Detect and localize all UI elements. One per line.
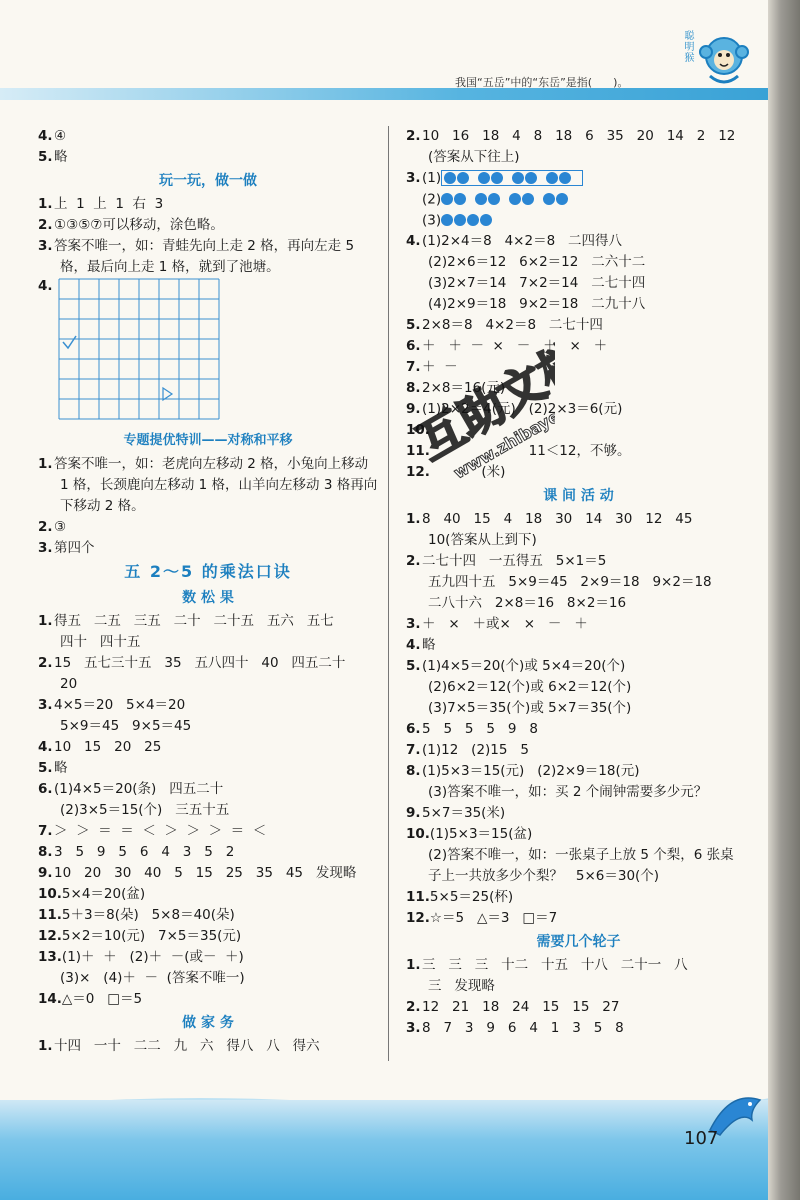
answer-line [38, 737, 378, 758]
answer-line [38, 695, 378, 716]
question-number: 2. [38, 655, 53, 671]
answer-continuation [406, 593, 751, 614]
answer-continuation [38, 800, 378, 821]
answer-text: 略 [54, 760, 68, 776]
question-number: 6. [38, 781, 53, 797]
answer-continuation [406, 294, 751, 315]
answer-text: (1)2×2＝4(元) (2)2×3＝6(元) [422, 401, 623, 417]
answer-text: 1 格，长颈鹿向左移动 1 格，山羊向左移动 3 格再向 [60, 477, 378, 493]
question-number: 11. [406, 443, 430, 459]
section-heading: 五 2～5 的乘法口诀 [124, 562, 292, 581]
movement-grid [58, 278, 220, 423]
question-number: 10. [38, 886, 62, 902]
answer-line [38, 842, 378, 863]
answer-line [406, 719, 751, 740]
answer-line [38, 215, 378, 236]
dot-answer-line [406, 210, 751, 231]
answer-line [38, 947, 378, 968]
answer-line [38, 926, 378, 947]
dot-icon [480, 214, 492, 226]
question-number: 8. [406, 380, 421, 396]
answer-text: (3)× (4)＋ － (答案不唯一) [60, 970, 245, 986]
dot-icon [488, 193, 500, 205]
answer-line [406, 824, 751, 845]
watermark-url: www.zhibaye.com [450, 385, 555, 483]
answer-line [406, 803, 751, 824]
question-number: 14. [38, 991, 62, 1007]
answer-text: 8 7 3 9 6 4 1 3 5 8 [422, 1020, 624, 1036]
question-number: 6. [406, 338, 421, 354]
answer-text: (3)2×7＝14 7×2＝14 二七十四 [428, 275, 646, 291]
dot-answer-line [406, 189, 751, 210]
question-number: 3. [406, 170, 421, 186]
answer-line [38, 863, 378, 884]
monkey-mascot-icon [680, 22, 750, 92]
dot-icon [512, 172, 524, 184]
question-number: 2. [406, 553, 421, 569]
answer-text: 10(答案从上到下) [428, 532, 537, 548]
answer-line [406, 997, 751, 1018]
answer-text: (2)2×6＝12 6×2＝12 二六十二 [428, 254, 646, 270]
dot-icon [525, 172, 537, 184]
site-logo [668, 1154, 798, 1200]
question-number: 8. [406, 763, 421, 779]
answer-line [38, 194, 378, 215]
page-number: 107 [684, 1128, 719, 1149]
answer-text: △＝0 □＝5 [61, 991, 143, 1007]
answer-line [38, 758, 378, 779]
section-heading: 需要几个轮子 [536, 934, 621, 950]
answer-continuation [406, 147, 751, 168]
answer-continuation [38, 257, 378, 278]
answer-text: 子上一共放多少个梨？ 5×6＝30(个) [428, 868, 660, 884]
sub-label: (2) [422, 191, 442, 208]
footer-band [0, 1100, 770, 1200]
answer-text: 5×2＝10(元) 7×5＝35(元) [61, 928, 242, 944]
checkmark-icon [63, 336, 76, 348]
question-number: 4. [406, 233, 421, 249]
answer-text: 20 [60, 676, 78, 692]
answer-text: 4×5＝20 5×4＝20 [54, 697, 186, 713]
sub-label: (3) [422, 212, 442, 229]
answer-text: (1)5×3＝15(盆) [429, 826, 533, 842]
section-heading: 课 间 活 动 [543, 488, 614, 504]
grid-figure [38, 278, 378, 428]
answer-continuation [38, 716, 378, 737]
answer-text: ③ [54, 519, 67, 535]
section-heading: 玩一玩，做一做 [159, 173, 257, 189]
question-number: 3. [38, 540, 53, 556]
answer-text: 11＜12，不够。 [429, 443, 631, 459]
left-column [38, 126, 378, 1057]
answer-text: 下移动 2 格。 [60, 498, 145, 514]
dot-icon [543, 193, 555, 205]
dot-groups [441, 210, 501, 231]
question-number: 3. [406, 616, 421, 632]
answer-text: (答案从下往上) [428, 149, 520, 165]
answer-text: 2×8＝16(元) [422, 380, 506, 396]
answer-text: 答案不唯一，如：青蛙先向上走 2 格，再向左走 5 [54, 238, 355, 254]
question-number: 12. [38, 928, 62, 944]
answer-continuation [406, 572, 751, 593]
question-number: 5. [406, 658, 421, 674]
answer-continuation [38, 968, 378, 989]
dot-groups [441, 170, 583, 186]
question-number: 7. [406, 359, 421, 375]
watermark-text: 互助文档 [408, 335, 555, 471]
answer-line [406, 955, 751, 976]
question-number: 12. [406, 464, 430, 480]
dot-icon [454, 214, 466, 226]
answer-text: (米) [429, 464, 506, 480]
answer-continuation [406, 845, 751, 866]
answer-line [406, 635, 751, 656]
question-number: 1. [406, 957, 421, 973]
question-number: 1. [38, 456, 53, 472]
flag-icon [163, 388, 172, 400]
question-number: 5. [406, 317, 421, 333]
answer-text: 5＋3＝8(朵) 5×8＝40(朵) [61, 907, 235, 923]
dot-icon [559, 172, 571, 184]
dot-icon [522, 193, 534, 205]
answer-line [38, 236, 378, 257]
answer-text: (2)答案不唯一，如：一张桌子上放 5 个梨，6 张桌 [428, 847, 734, 863]
answer-continuation [38, 674, 378, 695]
answer-line [406, 656, 751, 677]
answer-text: (1)4×5＝20(个)或 5×4＝20(个) [422, 658, 626, 674]
question-number: 1. [38, 613, 53, 629]
answer-text: 上 1 上 1 右 3 [54, 196, 164, 212]
question-number: 11. [406, 889, 430, 905]
answer-continuation [406, 782, 751, 803]
dot-icon [491, 172, 503, 184]
answer-line [406, 740, 751, 761]
section-heading: 专题提优特训——对称和平移 [123, 433, 293, 448]
answer-text: ＋ × ＋或× × － ＋ [422, 616, 588, 632]
answer-line [38, 454, 378, 475]
answer-text: (1)2×4＝8 4×2＝8 二四得八 [422, 233, 623, 249]
dot-icon [454, 193, 466, 205]
answer-line [38, 821, 378, 842]
question-number: 1. [38, 1038, 53, 1054]
answer-text: 5×9＝45 9×5＝45 [60, 718, 192, 734]
dot-groups [441, 189, 577, 210]
answer-line [38, 779, 378, 800]
answer-text: 四十 四十五 [60, 634, 141, 650]
dot-icon [441, 193, 453, 205]
answer-text: (1)5×3＝15(元) (2)2×9＝18(元) [422, 763, 640, 779]
answer-text: ☆＝5 △＝3 □＝7 [429, 910, 558, 926]
question-number: 13. [38, 949, 62, 965]
section-heading: 数 松 果 [182, 590, 234, 606]
answer-text: (2)3×5＝15(个) 三五十五 [60, 802, 230, 818]
answer-line [38, 1036, 378, 1057]
answer-line [406, 614, 751, 635]
answer-line [406, 509, 751, 530]
answer-line [406, 126, 751, 147]
question-number: 3. [38, 697, 53, 713]
answer-line [406, 551, 751, 572]
answer-line [38, 989, 378, 1010]
question-number: 10. [406, 422, 430, 438]
answer-line [38, 905, 378, 926]
answer-text: ＋ － [422, 359, 458, 375]
question-number: 2. [406, 999, 421, 1015]
question-number: 12. [406, 910, 430, 926]
answer-continuation [38, 496, 378, 517]
question-number: 6. [406, 721, 421, 737]
answer-text: 三 三 三 十二 十五 十八 二十一 八 [422, 957, 688, 973]
answer-continuation [406, 677, 751, 698]
answer-text: 12 21 18 24 15 15 27 [422, 999, 620, 1015]
question-number: 2. [406, 128, 421, 144]
dot-answer-line [406, 168, 751, 189]
answer-line [406, 315, 751, 336]
answer-line [38, 517, 378, 538]
answer-continuation [406, 866, 751, 887]
question-number: 9. [406, 805, 421, 821]
answer-text: (1)4×5＝20(条) 四五二十 [54, 781, 224, 797]
dot-icon [457, 172, 469, 184]
dot-icon [478, 172, 490, 184]
dot-icon [556, 193, 568, 205]
answer-line [38, 147, 378, 168]
answer-continuation [38, 632, 378, 653]
answer-line [38, 538, 378, 559]
header-question: 我国“五岳”中的“东岳”是指( )。 [455, 76, 629, 89]
dot-icon [546, 172, 558, 184]
answer-continuation [406, 530, 751, 551]
answer-text: 略 [54, 149, 68, 165]
question-number: 9. [38, 865, 53, 881]
answer-text: 二八十六 2×8＝16 8×2＝16 [428, 595, 627, 611]
column-divider [388, 126, 389, 1061]
question-number: 9. [406, 401, 421, 417]
sub-label: (1) [422, 170, 442, 186]
answer-text: (3)7×5＝35(个)或 5×7＝35(个) [428, 700, 632, 716]
answer-text: 格，最后向上走 1 格，就到了池塘。 [60, 259, 280, 275]
answer-text: 5×5＝25(杯) [429, 889, 514, 905]
answer-text: ①③⑤⑦可以移动，涂色略。 [54, 217, 224, 233]
answer-text: 五九四十五 5×9＝45 2×9＝18 9×2＝18 [428, 574, 712, 590]
answer-text: 5×7＝35(米) [422, 805, 506, 821]
question-number: 5. [38, 149, 53, 165]
answer-text: 10 16 18 4 8 18 6 35 20 14 2 12 [422, 128, 736, 144]
answer-text: 5 5 5 5 9 8 [422, 721, 538, 737]
question-number: 7. [38, 823, 53, 839]
answer-text: 略 [422, 637, 436, 653]
answer-text: 8 40 15 4 18 30 14 30 12 45 [422, 511, 693, 527]
section-heading: 做 家 务 [182, 1015, 234, 1031]
answer-line [406, 887, 751, 908]
answer-text: ④ [54, 128, 67, 144]
question-number: 1. [38, 196, 53, 212]
answer-continuation [406, 252, 751, 273]
answer-continuation [406, 273, 751, 294]
answer-text: 十四 一十 二二 九 六 得八 八 得六 [54, 1038, 320, 1054]
question-number: 1. [406, 511, 421, 527]
question-number: 2. [38, 217, 53, 233]
answer-continuation [406, 976, 751, 997]
answer-line [406, 908, 751, 929]
question-number: 8. [38, 844, 53, 860]
answer-text: ＞ ＞ ＝ ＝ ＜ ＞ ＞ ＞ ＝ ＜ [54, 823, 267, 839]
question-number: 7. [406, 742, 421, 758]
dot-icon [444, 172, 456, 184]
answer-text: 三 发现略 [428, 978, 495, 994]
answer-text: (2)6×2＝12(个)或 6×2＝12(个) [428, 679, 632, 695]
dot-icon [475, 193, 487, 205]
answer-line [38, 611, 378, 632]
answer-text: 答案不唯一，如：老虎向左移动 2 格，小兔向上移动 [54, 456, 369, 472]
answer-text: 2×8＝8 4×2＝8 二七十四 [422, 317, 603, 333]
answer-line [38, 126, 378, 147]
answer-text: (1)12 (2)15 5 [422, 742, 529, 758]
dot-icon [467, 214, 479, 226]
question-number: 3. [406, 1020, 421, 1036]
header-band [0, 88, 770, 100]
answer-text: 5×4＝20(盆) [61, 886, 146, 902]
answer-text: (1)＋ ＋ (2)＋ －(或－ ＋) [61, 949, 244, 965]
answer-continuation [406, 698, 751, 719]
answer-line [38, 884, 378, 905]
question-number: 4. [38, 278, 53, 294]
right-column [406, 126, 751, 1039]
answer-text: ＋ ＋ － × － ＋ × ＋ [422, 338, 608, 354]
answer-line [38, 653, 378, 674]
scan-edge [768, 0, 800, 1200]
answer-text: 得五 二五 三五 二十 二十五 五六 五七 [54, 613, 334, 629]
answer-text: 二七十四 一五得五 5×1＝5 [422, 553, 607, 569]
question-number: 4. [406, 637, 421, 653]
answer-text: 3 5 9 5 6 4 3 5 2 [54, 844, 235, 860]
answer-text: (3)答案不唯一，如：买 2 个闹钟需要多少元？ [428, 784, 708, 800]
question-number: 11. [38, 907, 62, 923]
answer-line [406, 1018, 751, 1039]
dot-icon [509, 193, 521, 205]
answer-text: (4)2×9＝18 9×2＝18 二九十八 [428, 296, 646, 312]
answer-text: 15 五七三十五 35 五八四十 40 四五二十 [54, 655, 346, 671]
answer-continuation [38, 475, 378, 496]
question-number: 10. [406, 826, 430, 842]
answer-text: 10 20 30 40 5 15 25 35 45 发现略 [54, 865, 357, 881]
answer-text: 10 15 20 25 [54, 739, 162, 755]
question-number: 2. [38, 519, 53, 535]
question-number: 4. [38, 128, 53, 144]
answer-line [406, 231, 751, 252]
question-number: 4. [38, 739, 53, 755]
dot-icon [441, 214, 453, 226]
mascot-label: 聪明猴 [682, 30, 693, 63]
question-number: 5. [38, 760, 53, 776]
question-number: 3. [38, 238, 53, 254]
watermark-stamp [385, 335, 555, 505]
answer-line [406, 761, 751, 782]
answer-text: 第四个 [54, 540, 95, 556]
